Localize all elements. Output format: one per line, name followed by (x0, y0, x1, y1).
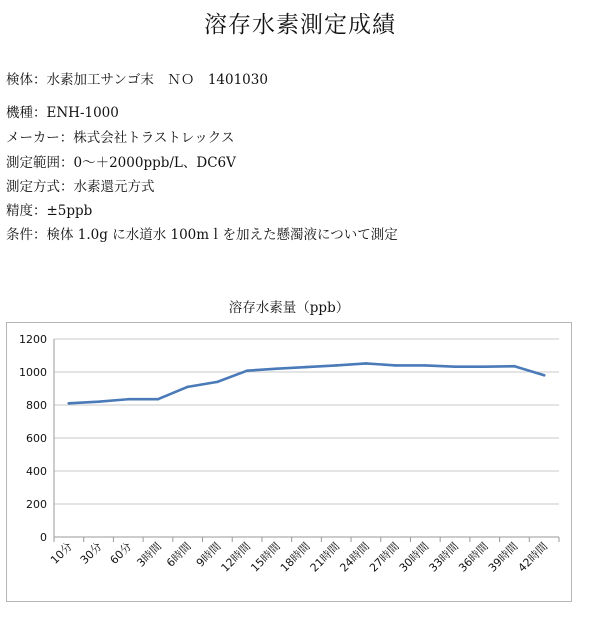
model-line: 機種：ENH-1000 (6, 105, 119, 121)
data-point (305, 366, 308, 369)
data-point (68, 402, 71, 405)
x-tick-label: 10分 (48, 539, 75, 567)
x-tick-label: 30分 (77, 539, 105, 567)
data-point (424, 364, 427, 367)
page-title: 溶存水素測定成績 (204, 12, 396, 38)
y-tick-label: 1000 (19, 366, 47, 379)
data-point (513, 365, 516, 368)
data-point (454, 365, 457, 368)
data-point (275, 367, 278, 370)
x-tick-label: 42時間 (515, 539, 551, 575)
x-tick-label: 33時間 (426, 539, 462, 575)
y-tick-label: 200 (26, 498, 47, 511)
maker-line: メーカー：株式会社トラストレックス (6, 130, 235, 146)
line-chart (7, 323, 573, 603)
method-line: 測定方式：水素還元方式 (6, 179, 155, 195)
data-point (127, 398, 130, 401)
x-tick-label: 27時間 (367, 539, 402, 575)
chart-frame (6, 322, 572, 602)
x-tick-label: 3時間 (134, 539, 165, 570)
data-point (483, 365, 486, 368)
y-tick-label: 1200 (19, 333, 47, 346)
y-tick-label: 800 (26, 399, 47, 412)
data-point (157, 398, 160, 401)
y-tick-label: 400 (26, 465, 47, 478)
x-tick-label: 36時間 (456, 539, 491, 575)
series-line (69, 363, 544, 403)
chart-title: 溶存水素量（ppb） (228, 300, 350, 316)
y-tick-label: 0 (40, 531, 47, 544)
y-tick-label: 600 (26, 432, 47, 445)
condition-line: 条件：検体 1.0g に水道水 100mｌを加えた懸濁液について測定 (6, 227, 398, 243)
range-line: 測定範囲：0～＋2000ppb/L、DC6V (6, 155, 236, 171)
data-point (97, 400, 100, 403)
x-tick-label: 30時間 (396, 539, 432, 575)
x-tick-label: 9時間 (193, 539, 224, 570)
sample-line: 検体：水素加工サンゴ末 ＮＯ 1401030 (6, 72, 268, 88)
data-point (246, 369, 249, 372)
x-tick-label: 60分 (107, 539, 135, 567)
x-tick-label: 21時間 (307, 539, 343, 575)
x-tick-label: 39時間 (485, 539, 521, 575)
data-point (335, 364, 338, 367)
x-tick-label: 15時間 (248, 539, 283, 575)
x-tick-label: 12時間 (218, 539, 254, 575)
data-point (365, 362, 368, 365)
data-point (394, 364, 397, 367)
data-point (216, 381, 219, 384)
x-tick-label: 6時間 (164, 539, 194, 570)
data-point (543, 374, 546, 377)
x-tick-label: 18時間 (277, 539, 313, 575)
x-tick-label: 24時間 (337, 539, 373, 575)
accuracy-line: 精度：±5ppb (6, 203, 93, 219)
data-point (186, 386, 189, 389)
